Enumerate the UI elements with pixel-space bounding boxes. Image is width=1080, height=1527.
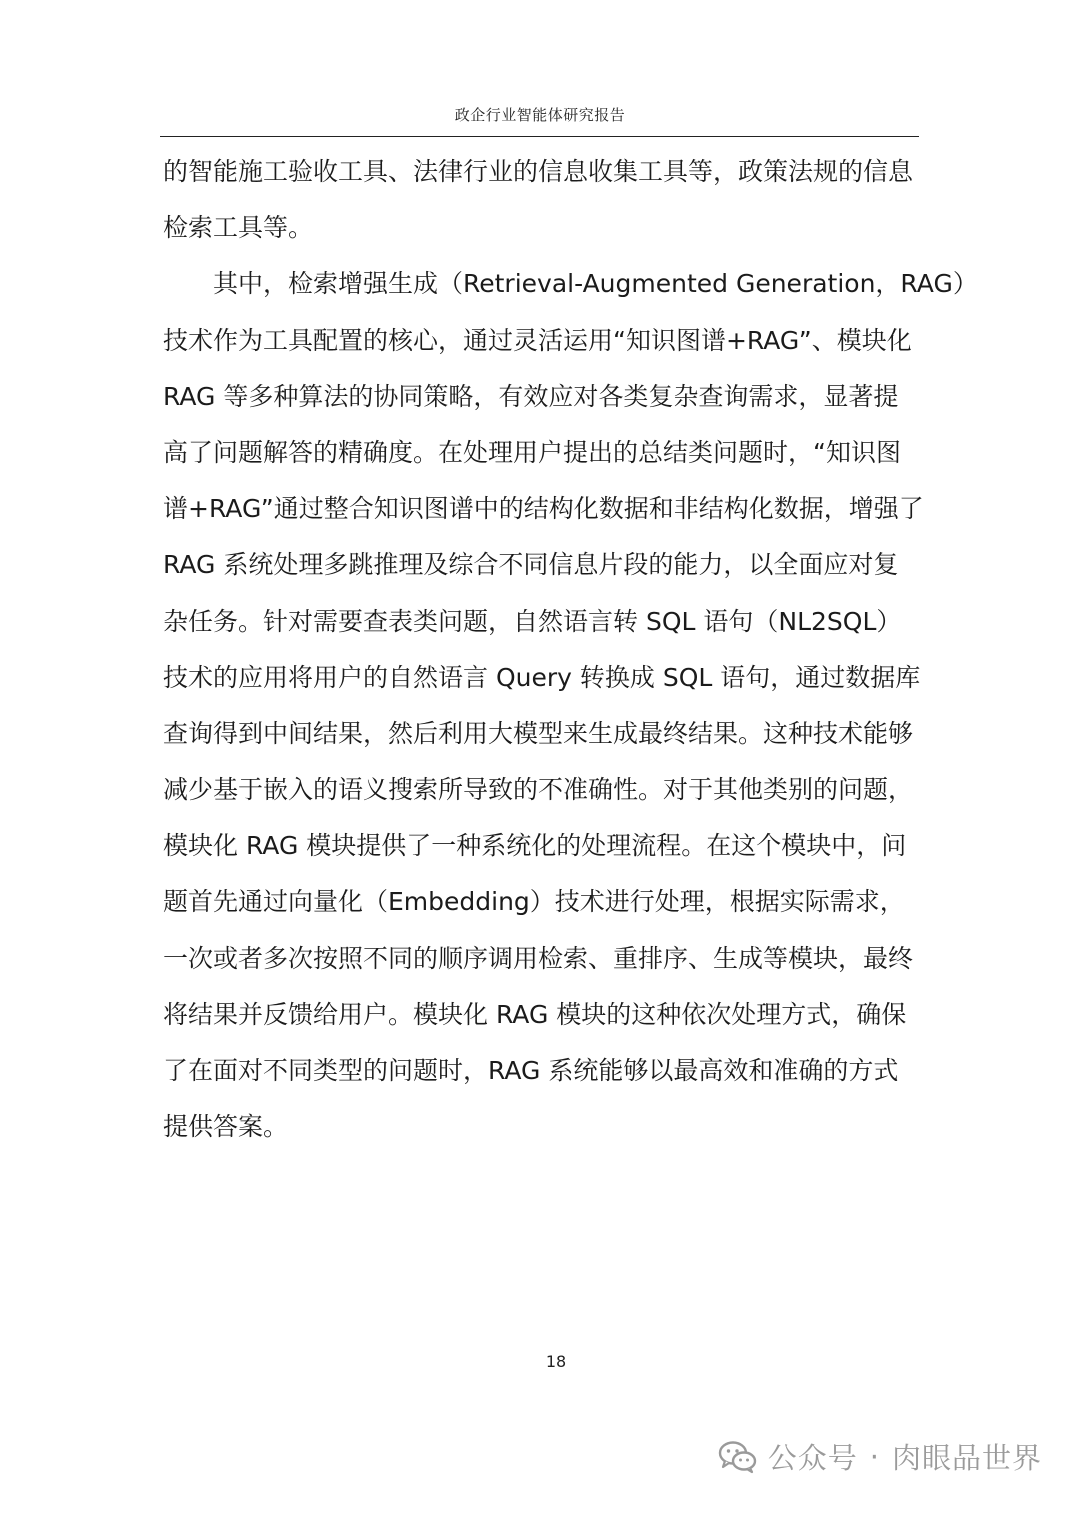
body-line: 模块化 RAG 模块提供了一种系统化的处理流程。在这个模块中，问 (163, 831, 907, 861)
page-number: 18 (545, 1352, 567, 1371)
body-line: 高了问题解答的精确度。在处理用户提出的总结类问题时，“知识图 (163, 437, 901, 467)
body-line: RAG 系统处理多跳推理及综合不同信息片段的能力，以全面应对复 (163, 550, 899, 580)
body-line: 一次或者多次按照不同的顺序调用检索、重排序、生成等模块，最终 (163, 943, 914, 973)
body-line: 技术的应用将用户的自然语言 Query 转换成 SQL 语句，通过数据库 (163, 662, 921, 692)
body-line: 杂任务。针对需要查表类问题，自然语言转 SQL 语句（NL2SQL） (163, 606, 902, 636)
body-line: 技术作为工具配置的核心，通过灵活运用“知识图谱+RAG”、模块化 (163, 325, 912, 355)
body-text (163, 144, 978, 1155)
watermark-account-name: 肉眼品世界 (891, 1441, 1042, 1475)
body-line: 的智能施工验收工具、法律行业的信息收集工具等，政策法规的信息 (163, 157, 914, 186)
body-line: 查询得到中间结果，然后利用大模型来生成最终结果。这种技术能够 (163, 718, 914, 748)
wechat-icon (718, 1440, 758, 1474)
body-line: 检索工具等。 (163, 213, 314, 243)
body-line: 减少基于嵌入的语义搜索所导致的不准确性。对于其他类别的问题， (163, 775, 914, 805)
wechat-watermark (718, 1436, 1042, 1477)
body-line: 提供答案。 (163, 1112, 289, 1142)
paragraph-start-line: 其中，检索增强生成（Retrieval-Augmented Generation，RAG） (213, 269, 978, 299)
body-line: 谱+RAG”通过整合知识图谱中的结构化数据和非结构化数据，增强了 (163, 494, 924, 524)
body-line: 了在面对不同类型的问题时，RAG 系统能够以最高效和准确的方式 (163, 1056, 899, 1085)
watermark-separator: · (869, 1439, 880, 1474)
body-line: 将结果并反馈给用户。模块化 RAG 模块的这种依次处理方式，确保 (163, 999, 907, 1029)
body-line: RAG 等多种算法的协同策略，有效应对各类复杂查询需求，显著提 (163, 381, 899, 411)
watermark-prefix: 公众号 (767, 1441, 858, 1475)
header-divider (160, 136, 919, 137)
body-line: 题首先通过向量化（Embedding）技术进行处理，根据实际需求， (163, 887, 905, 917)
page-header-title: 政企行业智能体研究报告 (454, 106, 626, 124)
